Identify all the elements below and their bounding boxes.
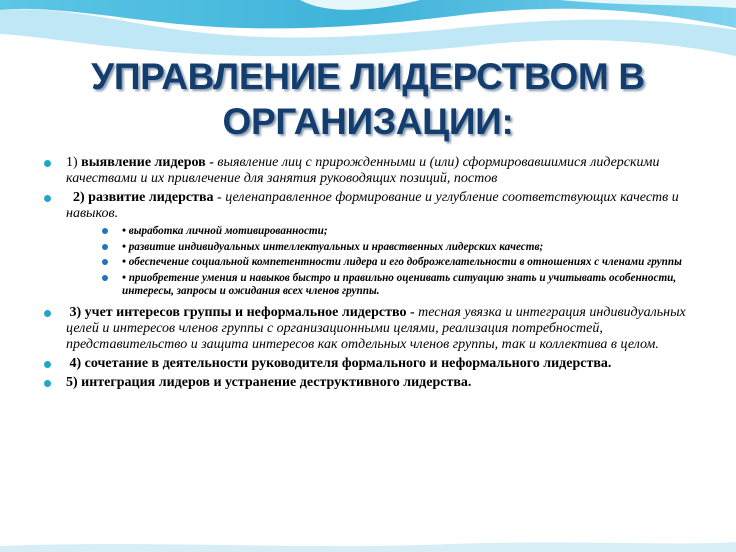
sub-item-1: • выработка личной мотивированности; bbox=[102, 225, 704, 239]
list-item-4: 4) сочетание в деятельности руководителя формального и неформального лидерства. bbox=[44, 356, 704, 372]
sub-item-3: • обеспечение социальной компетентности лидера и его доброжелательности в отношениях с членами группы bbox=[102, 256, 704, 270]
bullet-icon bbox=[44, 361, 51, 368]
sub-bullet-icon bbox=[102, 228, 108, 234]
bullet-icon bbox=[44, 195, 51, 202]
bullet-icon bbox=[44, 380, 51, 387]
list-item-1: 1) выявление лидеров - выявление лиц с прирожденными и (или) сформировавшимися лидерскими качествами и их привлечение для занятия руководящих позиций, постов bbox=[44, 155, 704, 187]
slide-title bbox=[0, 54, 736, 144]
sub-item-4: • приобретение умения и навыков быстро и правильно оценивать ситуацию знать и учитывать особенности, интересы, запросы и ожидания всех членов группы. bbox=[102, 272, 704, 299]
list-item-3: 3) учет интересов группы и неформальное лидерство - тесная увязка и интеграция индивидуальных целей и интересов членов группы с организационными целями, реализация потребностей, представительство и защита интересов как отдельных членов группы, так и коллектива в целом. bbox=[44, 305, 704, 353]
list-item-2: 2) развитие лидерства - целенаправленное формирование и углубление соответствующих качеств и навыков. bbox=[44, 190, 704, 222]
sub-bullet-icon bbox=[102, 244, 108, 250]
title-line-2: ОРГАНИЗАЦИИ: bbox=[222, 101, 514, 142]
title-line-1: УПРАВЛЕНИЕ ЛИДЕРСТВОМ В bbox=[91, 56, 645, 97]
sub-bullet-icon bbox=[102, 259, 108, 265]
bullet-icon bbox=[44, 160, 51, 167]
bullet-icon bbox=[44, 310, 51, 317]
sub-item-2: • развитие индивидуальных интеллектуальных и нравственных лидерских качеств; bbox=[102, 241, 704, 255]
sub-bullet-icon bbox=[102, 275, 108, 281]
list-item-5: 5) интеграция лидеров и устранение деструктивного лидерства. bbox=[44, 375, 704, 391]
bottom-wave-decoration bbox=[0, 538, 736, 552]
content-list bbox=[44, 155, 704, 394]
